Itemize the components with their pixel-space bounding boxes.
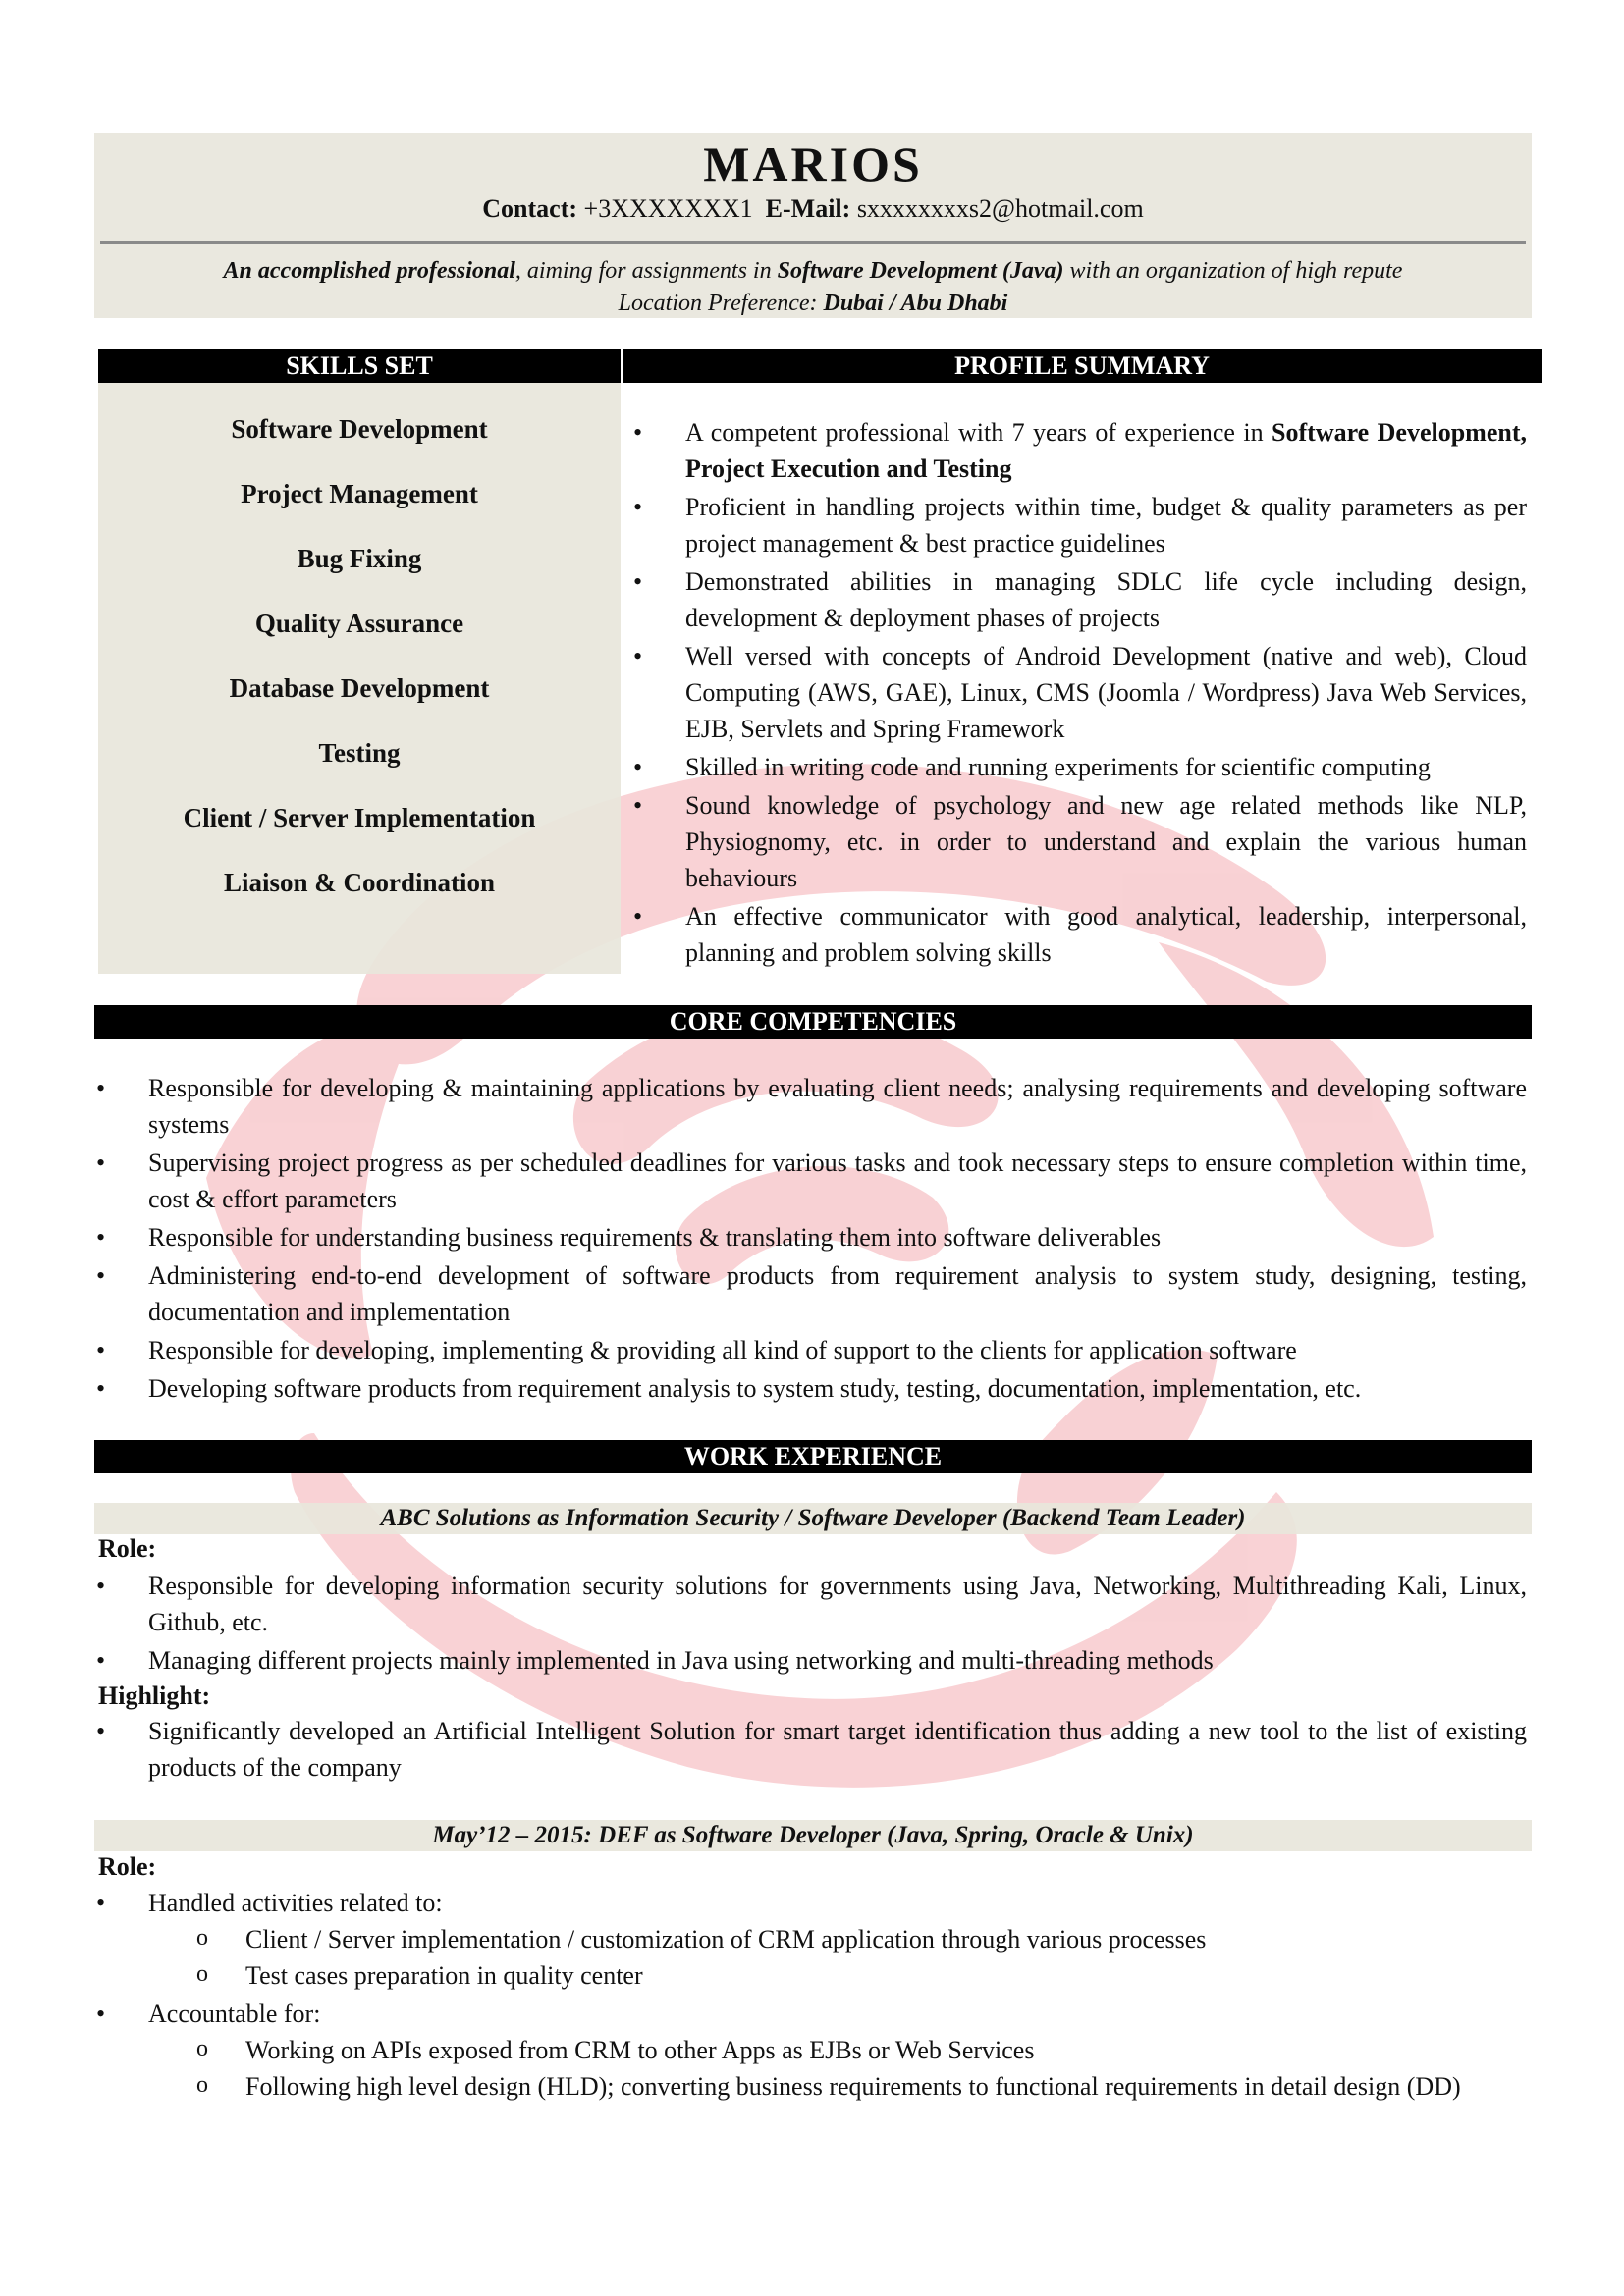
location-value: Dubai / Abu Dhabi	[823, 291, 1008, 316]
list-item: • Demonstrated abilities in managing SDLC life cycle including design, development & deployment phases of projects	[633, 563, 1527, 636]
list-item: • Sound knowledge of psychology and new age related methods like NLP, Physiognomy, etc. in order to understand and explain the various human behaviours	[633, 787, 1527, 896]
list-item: • Administering end-to-end development of software products from requirement analysis to system study, designing, testing, documentation and implementation	[96, 1257, 1527, 1330]
list-item: • An effective communicator with good analytical, leadership, interpersonal, planning and problem solving skills	[633, 898, 1527, 971]
job-subtask-list	[196, 2032, 1527, 2105]
skills-panel	[98, 383, 621, 974]
objective-mid: , aiming for assignments in	[514, 258, 778, 284]
profile-first-text: A competent professional with 7 years of experience in	[685, 418, 1272, 447]
list-item: • Responsible for developing information security solutions for governments using Java, Networking, Multithreading Kali, Linux, Github, etc.	[96, 1568, 1527, 1640]
skills-set-heading: SKILLS SET	[98, 349, 621, 383]
objective-field: Software Development (Java)	[777, 258, 1064, 284]
highlight-label: Highlight:	[98, 1682, 211, 1710]
contact-line	[94, 194, 1532, 224]
job-subtask-list	[196, 1921, 1527, 1994]
list-item: • Accountable for:	[96, 1996, 1527, 2032]
list-item: • Responsible for developing, implementing & providing all kind of support to the clients for application software	[96, 1332, 1527, 1368]
list-item: • Supervising project progress as per scheduled deadlines for various tasks and took necessary steps to ensure completion within time, cost & effort parameters	[96, 1145, 1527, 1217]
email-address[interactable]: sxxxxxxxxs2@hotmail.com	[856, 194, 1144, 223]
header-block	[94, 133, 1532, 318]
skill-item: Testing	[318, 738, 401, 768]
skill-item: Database Development	[229, 673, 490, 703]
list-item: • Developing software products from requirement analysis to system study, testing, documentation, implementation, etc.	[96, 1370, 1527, 1407]
location-label: Location Preference:	[618, 291, 824, 316]
skill-item: Project Management	[241, 479, 478, 508]
list-item: • Responsible for understanding business requirements & translating them into software deliverables	[96, 1219, 1527, 1255]
contact-label: Contact:	[482, 194, 578, 223]
core-competencies-heading: CORE COMPETENCIES	[94, 1005, 1532, 1039]
skill-item: Client / Server Implementation	[183, 803, 536, 832]
skill-item: Software Development	[231, 414, 488, 444]
list-item	[633, 414, 1527, 487]
job-role-list	[96, 1996, 1527, 2034]
candidate-name: MARIOS	[703, 136, 923, 191]
job-title-bar: May’12 – 2015: DEF as Software Developer (Java, Spring, Oracle & Unix)	[94, 1820, 1532, 1851]
sub-list-item: o Test cases preparation in quality center	[196, 1957, 1527, 1994]
role-label: Role:	[98, 1534, 157, 1563]
list-item: • Responsible for developing & maintaining applications by evaluating client needs; analysing requirements and developing software systems	[96, 1070, 1527, 1143]
profile-summary-heading: PROFILE SUMMARY	[623, 349, 1542, 383]
list-item: • Well versed with concepts of Android Development (native and web), Cloud Computing (AWS, GAE), Linux, CMS (Joomla / Wordpress) Java Web Services, EJB, Servlets and Spring Framework	[633, 638, 1527, 747]
job-role-list	[96, 1568, 1527, 1681]
sub-list-item: o Following high level design (HLD); converting business requirements to functional requirements in detail design (DD)	[196, 2068, 1527, 2105]
list-item: • Skilled in writing code and running experiments for scientific computing	[633, 749, 1527, 785]
job-role-list	[96, 1885, 1527, 1923]
list-item: • Significantly developed an Artificial Intelligent Solution for smart target identification thus adding a new tool to the list of existing products of the company	[96, 1713, 1527, 1786]
job-highlight-list	[96, 1713, 1527, 1788]
list-item: • Handled activities related to:	[96, 1885, 1527, 1921]
job-title-bar: ABC Solutions as Information Security / Software Developer (Backend Team Leader)	[94, 1503, 1532, 1534]
profile-first-bold: Software Development, Project Execution and Testing	[685, 418, 1527, 483]
contact-phone: +3XXXXXXX1	[583, 194, 753, 223]
objective-lead: An accomplished professional	[223, 258, 515, 284]
email-label: E-Mail:	[765, 194, 851, 223]
objective-statement	[94, 255, 1532, 320]
skill-item: Liaison & Coordination	[223, 868, 496, 897]
profile-summary-list	[633, 414, 1527, 973]
skill-item: Quality Assurance	[254, 609, 464, 638]
list-item: • Managing different projects mainly implemented in Java using networking and multi-threading methods	[96, 1642, 1527, 1679]
header-divider	[100, 241, 1526, 244]
sub-list-item: o Working on APIs exposed from CRM to other Apps as EJBs or Web Services	[196, 2032, 1527, 2068]
role-label: Role:	[98, 1852, 157, 1881]
work-experience-heading: WORK EXPERIENCE	[94, 1440, 1532, 1473]
objective-tail: with an organization of high repute	[1063, 258, 1403, 284]
skill-item: Bug Fixing	[297, 544, 422, 573]
sub-list-item: o Client / Server implementation / customization of CRM application through various processes	[196, 1921, 1527, 1957]
list-item: • Proficient in handling projects within time, budget & quality parameters as per project management & best practice guidelines	[633, 489, 1527, 561]
core-competencies-list	[96, 1070, 1527, 1409]
